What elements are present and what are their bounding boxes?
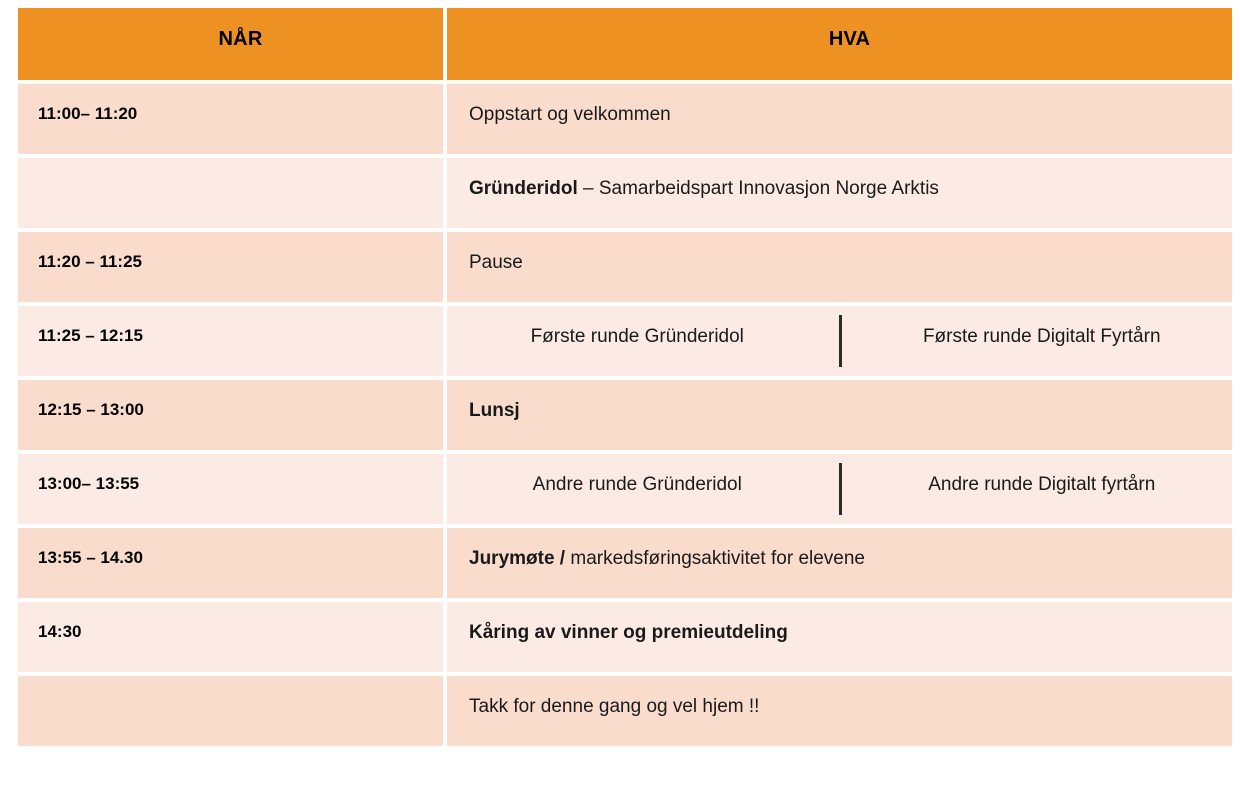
table-row (18, 676, 1232, 746)
time-label: 14:30 (38, 622, 82, 641)
cell-what (447, 232, 1232, 306)
time-label: 12:15 – 13:00 (38, 400, 144, 419)
time-label: 13:00– 13:55 (38, 474, 140, 493)
cell-what (447, 602, 1232, 676)
column-header-what-label: HVA (828, 28, 871, 50)
activity-label (447, 232, 1232, 275)
cell-when (18, 84, 447, 158)
cell-what (447, 84, 1232, 158)
time-label: 13:55 – 14.30 (38, 548, 143, 567)
cell-when (18, 158, 447, 232)
time-label: 11:25 – 12:15 (38, 326, 143, 345)
activity-label-rest: Takk for denne gang og vel hjem !! (469, 696, 760, 717)
column-header-when (18, 8, 447, 84)
activity-right: Første runde Digitalt Fyrtårn (922, 326, 1161, 347)
table-row (18, 602, 1232, 676)
column-header-when-label: NÅR (218, 28, 263, 50)
table-row (18, 454, 1232, 528)
activity-label-rest: Pause (469, 252, 523, 273)
activity-right: Andre runde Digitalt fyrtårn (928, 474, 1156, 495)
split-activity-cell (447, 306, 1232, 376)
cell-when (18, 454, 447, 528)
cell-what (447, 158, 1232, 232)
cell-what (447, 676, 1232, 746)
activity-label (447, 380, 1232, 423)
activity-label (447, 528, 1232, 571)
table-header (18, 8, 1232, 84)
vertical-divider (839, 463, 842, 515)
column-header-what (447, 8, 1232, 84)
table-row (18, 84, 1232, 158)
table-row (18, 528, 1232, 602)
cell-when (18, 528, 447, 602)
cell-what (447, 528, 1232, 602)
activity-label (447, 158, 1232, 201)
activity-label-bold: Kåring av vinner og premieutdeling (469, 622, 788, 643)
activity-label (447, 84, 1232, 127)
activity-label-bold: Lunsj (469, 400, 520, 421)
activity-label-rest: – Samarbeidspart Innovasjon Norge Arktis (577, 178, 939, 199)
table-body (18, 84, 1232, 746)
table-row (18, 306, 1232, 380)
cell-when (18, 676, 447, 746)
table-row (18, 232, 1232, 306)
cell-what (447, 454, 1232, 528)
activity-left: Første runde Gründeridol (530, 326, 744, 347)
activity-label-rest: Oppstart og velkommen (469, 104, 671, 125)
time-label: 11:20 – 11:25 (38, 252, 142, 271)
activity-label-bold: Gründeridol (469, 178, 578, 199)
time-label: 11:00– 11:20 (38, 104, 138, 123)
vertical-divider (839, 315, 842, 367)
activity-label-bold: Jurymøte / (469, 548, 566, 569)
table-row (18, 380, 1232, 454)
cell-when (18, 380, 447, 454)
activity-label (447, 602, 1232, 645)
cell-when (18, 232, 447, 306)
activity-label-rest: markedsføringsaktivitet for elevene (565, 548, 865, 569)
header-row (18, 8, 1232, 84)
split-activity-cell (447, 454, 1232, 524)
table-row (18, 158, 1232, 232)
cell-what (447, 380, 1232, 454)
cell-when (18, 602, 447, 676)
activity-left: Andre runde Gründeridol (532, 474, 742, 495)
agenda-table (18, 8, 1232, 746)
cell-what (447, 306, 1232, 380)
cell-when (18, 306, 447, 380)
activity-label (447, 676, 1232, 719)
